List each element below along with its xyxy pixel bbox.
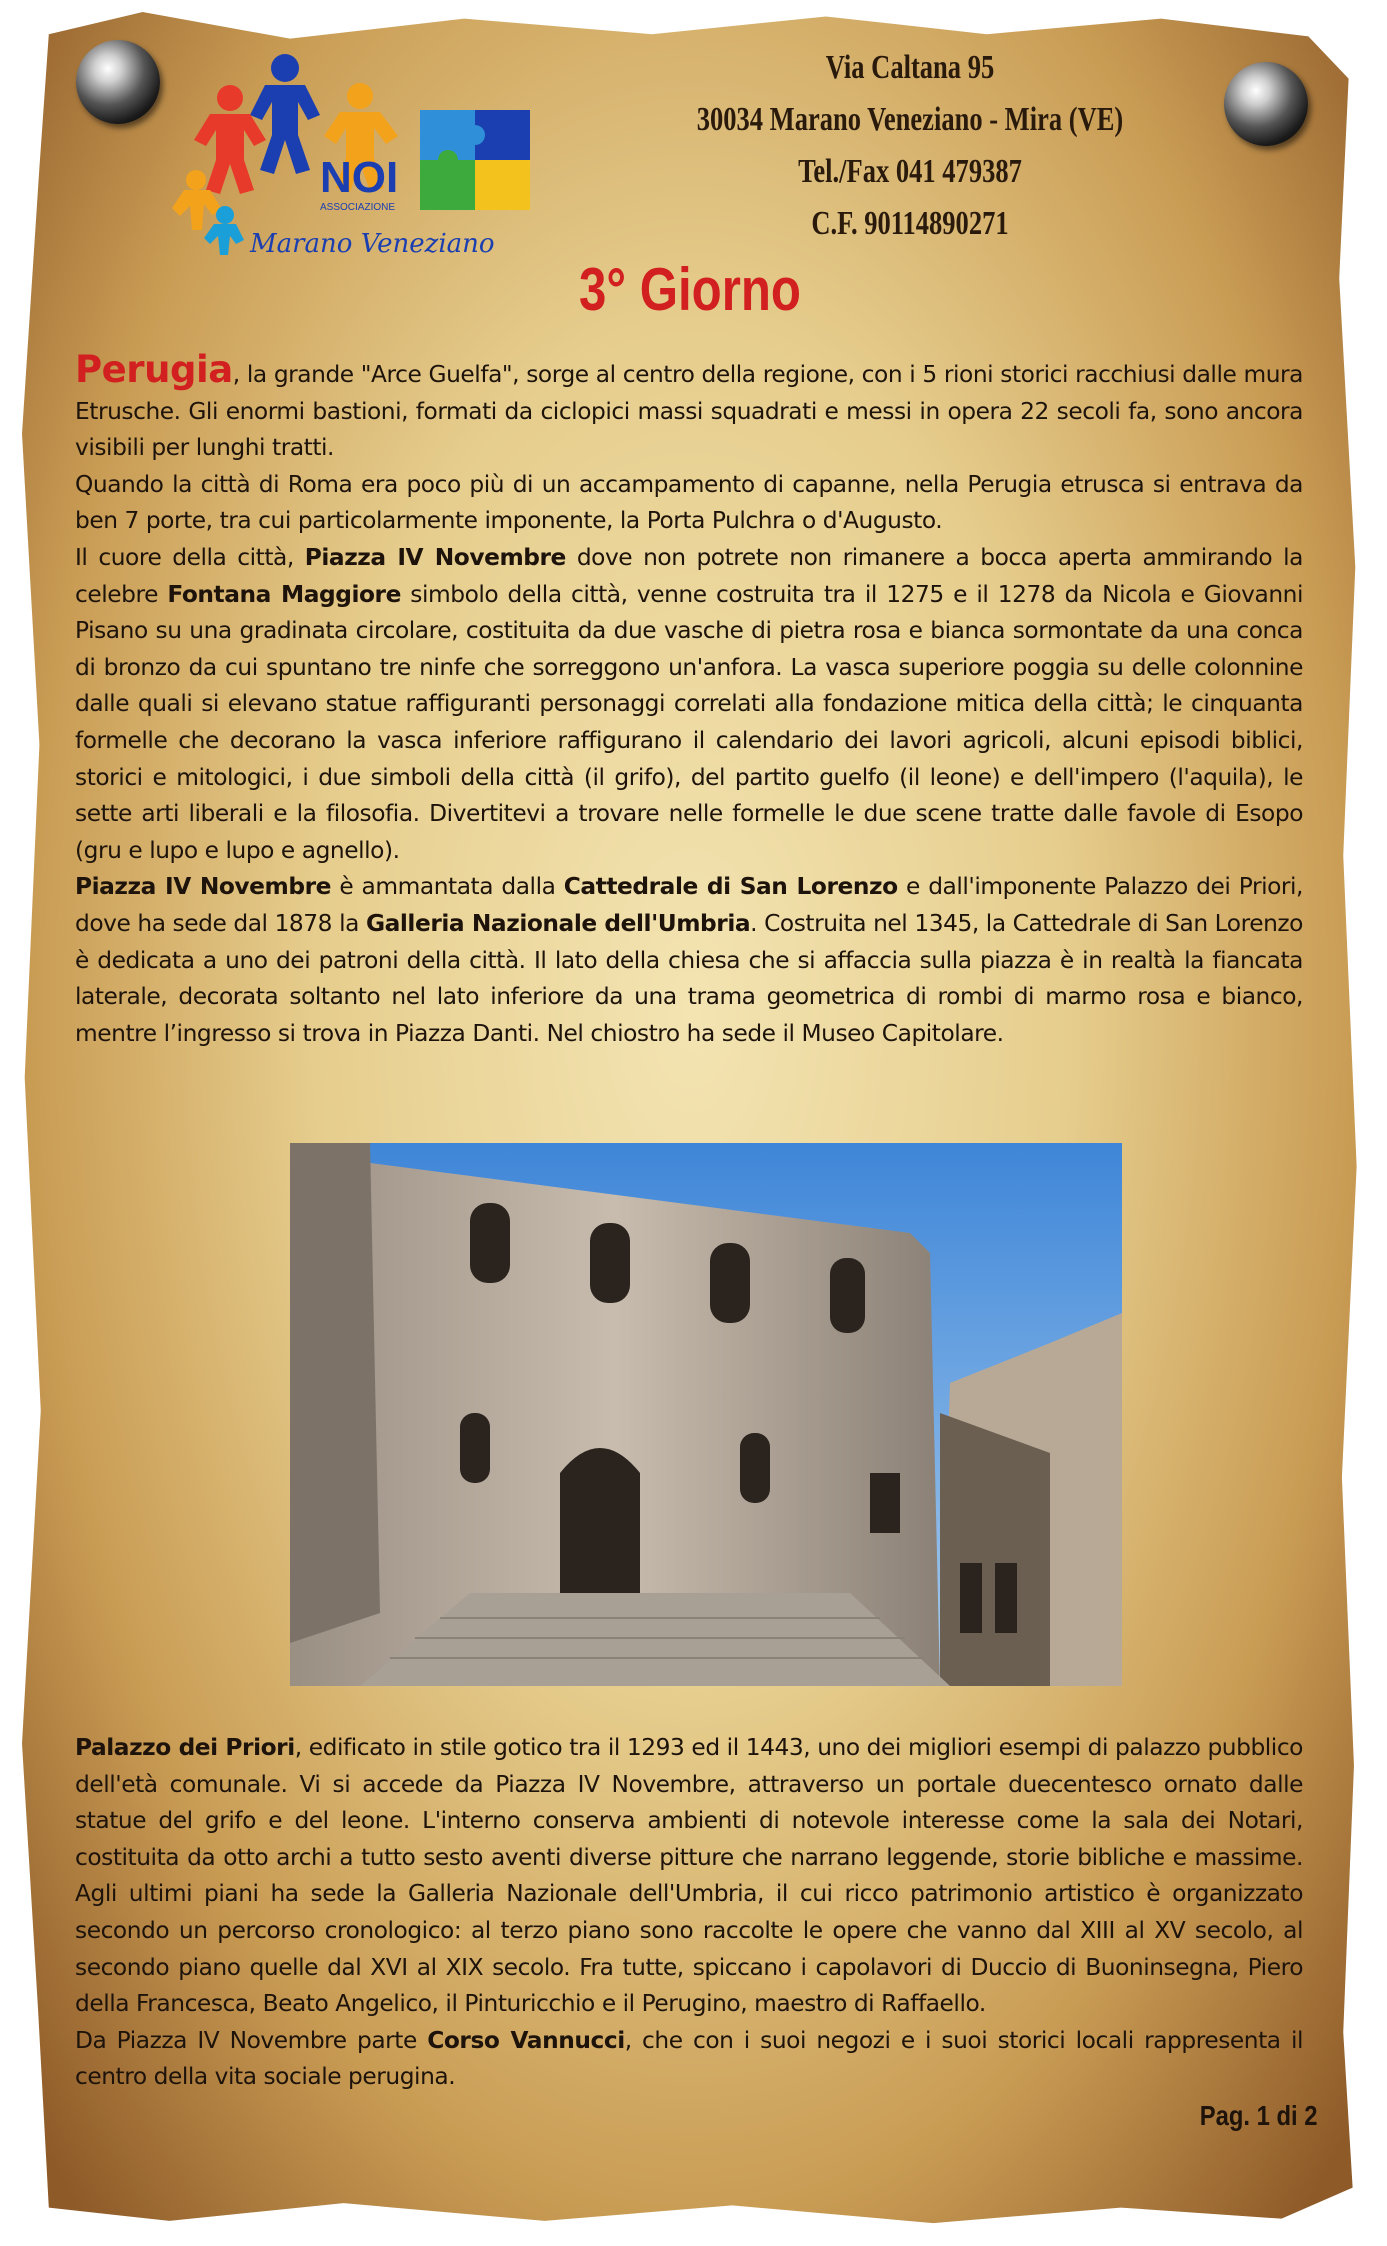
paragraph-text: , che con i suoi negozi e i suoi storici locali rappresenta il centro della vita sociale perugina.: [75, 2026, 1303, 2091]
paragraph-text: . Costruita nel 1345, la Cattedrale di San Lorenzo è dedicata a uno dei patroni della città. Il lato della chiesa che si affaccia sulla piazza è in realtà la fiancata laterale, decorata soltanto nel lato inferiore da una trama geometrica di rombi di marmo rosa e bianco, mentre l’ingresso si trova in Piazza Danti. Nel chiostro ha sede il Museo Capitolare.: [75, 909, 1303, 1047]
highlight-text: Palazzo dei Priori: [75, 1734, 295, 1761]
page-title: 3° Giorno: [579, 256, 801, 323]
address-line1: Via Caltana 95: [825, 49, 995, 86]
highlight-text: Piazza IV Novembre: [304, 543, 566, 571]
highlight-text: Piazza IV Novembre: [75, 873, 331, 901]
paragraph-text: simbolo della città, venne costruita tra il 1275 e il 1278 da Nicola e Giovanni Pisano su una gradinata circolare, costituita da due vasche di pietra rosa e bianca sormontate da una conca di bronzo da cui spuntano tre ninfe che sorreggono un'anfora. La vasca superiore poggia su delle colonnine dalle quali si elevano statue raffiguranti personaggi correlati alla fondazione mitica della città; le cinquanta formelle che decorano la vasca inferiore raffigurano il calendario dei lavori agricoli, alcuni episodi biblici, storici e mitologici, i due simboli della città (il grifo), del partito guelfo (il leone) e dell'impero (l'aquila), le sette arti liberali e la filosofia. Divertitevi a trovare nelle formelle le due scene tratte dalle favole di Esopo (gru e lupo e lupo e agnello).: [75, 580, 1303, 864]
logo-brand: NOI: [320, 153, 399, 202]
pushpin-icon: [1224, 62, 1308, 146]
phone-fax: Tel./Fax 041 479387: [798, 153, 1022, 190]
paragraph: [75, 2023, 1303, 2096]
highlight-text: Cattedrale di San Lorenzo: [563, 873, 898, 901]
pushpin-icon: [76, 40, 160, 124]
intro-text: [75, 348, 1304, 1052]
page-number: Pag. 1 di 2: [1199, 2100, 1317, 2131]
logo-subtitle: ASSOCIAZIONE: [320, 202, 396, 213]
paragraph-text: Il cuore della città,: [75, 543, 305, 571]
highlight-text: Fontana Maggiore: [167, 580, 401, 608]
paragraph-text: , la grande "Arce Guelfa", sorge al centro della regione, con i 5 rioni storici racchiusi dalle mura Etrusche. Gli enormi bastioni, formati da ciclopici massi squadrati e messi in opera 22 secoli fa, sono ancora visibili per lunghi tratti.: [75, 361, 1303, 462]
logo-place: Marano Veneziano: [250, 229, 495, 259]
outro-text: [75, 1730, 1303, 2096]
paragraph-text: , edificato in stile gotico tra il 1293 ed il 1443, uno dei migliori esempi di palazzo pubblico dell'età comunale. Vi si accede da Piazza IV Novembre, attraverso un portale duecentesco ornato dalle statue del grifo e del leone. L'interno conserva ambienti di notevole interesse come la sala dei Notari, costituita da otto archi a tutto sesto aventi diverse pitture che narrano leggende, storie bibliche e massime. Agli ultimi piani ha sede la Galleria Nazionale dell'Umbria, il cui ricco patrimonio artistico è organizzato secondo un percorso cronologico: al terzo piano sono raccolte le opere che vanno dal XIII al XV secolo, al secondo piano quelle dal XVI al XIX secolo. Fra tutte, spiccano i capolavori di Duccio di Buoninsegna, Piero della Francesca, Beato Angelico, il Pinturicchio e il Perugino, maestro di Raffaello.: [75, 1734, 1303, 2018]
palazzo-photo: [290, 1143, 1122, 1686]
paragraph: [75, 348, 1303, 467]
highlight-text: Corso Vannucci: [427, 2026, 625, 2054]
paragraph-text: e dall'imponente Palazzo dei Priori, dove ha sede dal 1878 la: [75, 873, 1304, 937]
paragraph-text: dove non potrete non rimanere a bocca aperta ammirando la celebre: [75, 543, 1304, 608]
paragraph: Quando la città di Roma era poco più di un accampamento di capanne, nella Perugia etrusca si entrava da ben 7 porte, tra cui particolarmente imponente, la Porta Pulchra o d'Augusto.: [75, 470, 1303, 535]
paragraph: [75, 869, 1303, 1052]
tax-code: C.F. 90114890271: [811, 205, 1009, 242]
paragraph-text: è ammantata dalla: [330, 873, 564, 901]
paragraph-text: Da Piazza IV Novembre parte: [75, 2026, 428, 2054]
address-line2: 30034 Marano Veneziano - Mira (VE): [696, 101, 1124, 138]
city-name: Perugia: [75, 348, 233, 391]
paragraph: [75, 540, 1303, 869]
association-logo: [170, 40, 560, 265]
puzzle-icon: [420, 110, 530, 210]
paragraph: [75, 1730, 1303, 2023]
highlight-text: Galleria Nazionale dell'Umbria: [365, 909, 751, 937]
contact-header: [684, 42, 1136, 250]
